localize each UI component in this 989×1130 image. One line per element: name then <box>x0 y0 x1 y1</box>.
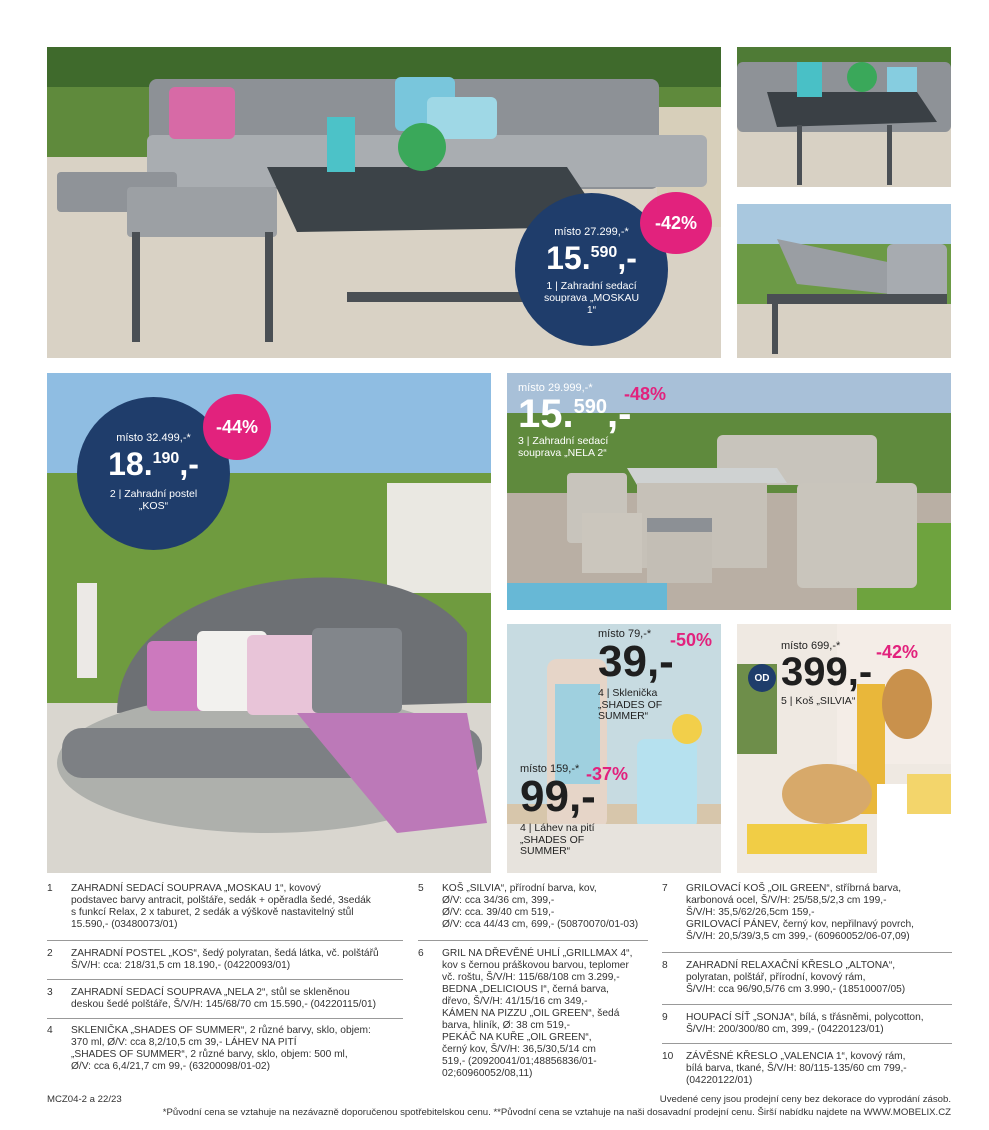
original-price: místo 27.299,-* <box>554 226 629 238</box>
product-caption: 3 | Zahradní sedací souprava „NELA 2“ <box>518 435 609 459</box>
legend-divider <box>418 940 648 941</box>
sale-price: 99,- <box>520 772 596 821</box>
original-price: místo 699,-* <box>781 640 841 652</box>
original-price: místo 32.499,-* <box>116 432 191 444</box>
product-caption: 4 | Láhev na pití „SHADES OF SUMMER“ <box>520 822 595 858</box>
original-price: místo 79,-* <box>598 628 652 640</box>
discount-nela: -48% <box>624 384 667 404</box>
legend-divider <box>662 1004 952 1005</box>
footer-note-stock: Uvedené ceny jsou prodejní ceny bez dekorace do vyprodání zásob. <box>659 1094 951 1105</box>
product-legend: 1 ZAHRADNÍ SEDACÍ SOUPRAVA „MOSKAU 1“, kovový podstavec barvy antracit, polštáře, sedák + opěradla šedé, 3sedák s funkcí Relax, 2 x taburet, 2 sedák a výškově nastavitelný stůl 15.590,- (03480073/01) 2 ZAHRADNÍ POSTEL „KOS“, šedý polyratan, šedá látka, vč. polštářů Š/V/H: cca: 218/31,5 cm 18.190,- (04220093/01) 3 ZAHRADNÍ SEDACÍ SOUPRAVA „NELA 2“, stůl se skleněnou deskou šedé polštáře, Š/V/H: 145/68/70 cm 15.590,- (04220115/01) 4 SKLENIČKA „SHADES OF SUMMER“, 2 různé barvy, sklo, objem: 370 ml, Ø/V: cca 8,2/10,5 cm 39,- LÁHEV NA PITÍ „SHADES OF SUMMER“, 2 různé barvy, sklo, objem: 500 ml, Ø/V: cca 6,4/21,7 cm 99,- (63200098/01-02) 5 KOŠ „SILVIA“, přírodní barva, kov, Ø/V: cca 34/36 cm, 399,- Ø/V: cca. 39/40 cm 519,- Ø/V: cca 44/43 cm, 699,- (50870070/01-03) 6 GRIL NA DŘEVĚNÉ UHLÍ „GRILLMAX 4“, kov s černou práškovou barvou, teplomer vč. roštu, Š/V/H: 115/68/108 cm 3.299,- BEDNA „DELICIOUS I“, černá barva, dřevo, Š/V/H: 41/15/16 cm 349,- KÁMEN NA PIZZU „OIL GREEN“, šedá barva, hliník, Ø: 38 cm 519,- PEKÁČ NA KUŘE „OIL GREEN“, černý kov, Š/V/H: 36,5/30,5/14 cm 519,- (20920041/01;48856836/01- 02;60960052/08,11) 7 GRILOVACÍ KOŠ „OIL GREEN“, stříbrná barva, karbonová ocel, Š/V/H: 25/58,5/2,3 cm 199,- Š/V/H: 35,5/62/26,5cm 159,- GRILOVACÍ PÁNEV, černý kov, nepřilnavý povrch, Š/V/H: 20,5/39/3,5 cm 399,- (60960052/06-07,09) 8 ZAHRADNÍ RELAXAČNÍ KŘESLO „ALTONA“, polyratan, polštář, přírodní, kovový rám, Š/V/H: cca 96/90,5/76 cm 3.990,- (18510007/05) 9 HOUPACÍ SÍŤ „SONJA“, bílá, s třásněmi, polycotton, Š/V/H: 200/300/80 cm, 399,- (04220123/01) 10 ZÁVĚSNÉ KŘESLO „VALENCIA 1“, kovový rám, bílá barva, tkané, Š/V/H: 80/115-135/60 cm 799,- (04220122/01) <box>0 0 989 1130</box>
discount-silvia: -42% <box>876 642 919 662</box>
catalog-code: MCZ04-2 a 22/23 <box>47 1094 122 1105</box>
legend-divider <box>662 1043 952 1044</box>
sale-price: 15.$^{590}$,- <box>546 240 637 276</box>
legend-divider <box>47 1018 403 1019</box>
product-caption: 5 | Koš „SILVIA“ <box>781 695 856 707</box>
legend-divider <box>662 952 952 953</box>
product-caption: 2 | Zahradní postel „KOS“ <box>109 488 198 513</box>
sale-price: 18.$^{190}$,- <box>108 446 199 482</box>
product-caption: 1 | Zahradní sedací souprava „MOSKAU 1“ <box>543 280 640 317</box>
legend-divider <box>47 940 403 941</box>
discount-lahev: -37% <box>586 764 629 784</box>
od-badge: OD <box>748 664 776 692</box>
original-price: místo 159,-* <box>520 763 580 775</box>
sale-price: 39,- <box>598 637 674 686</box>
product-caption: 4 | Sklenička „SHADES OF SUMMER“ <box>598 687 663 723</box>
legend-divider <box>47 979 403 980</box>
discount-sklenicka: -50% <box>670 630 713 650</box>
discount-badge-moskau: -42% <box>640 192 712 254</box>
original-price: místo 29.999,-* <box>518 382 593 394</box>
sale-price: 399,- <box>781 650 873 694</box>
discount-badge-kos: -44% <box>203 394 271 460</box>
footer-note-prices: *Původní cena se vztahuje na nezávazně doporučenou spotřebitelskou cenu. **Původní cena se vztahuje na naši dosavadní prodejní cenu. Širší nabídku najdete na WWW.MOBELIX.CZ <box>162 1107 951 1118</box>
sale-price: 15.$^{590}$,- <box>518 392 632 436</box>
